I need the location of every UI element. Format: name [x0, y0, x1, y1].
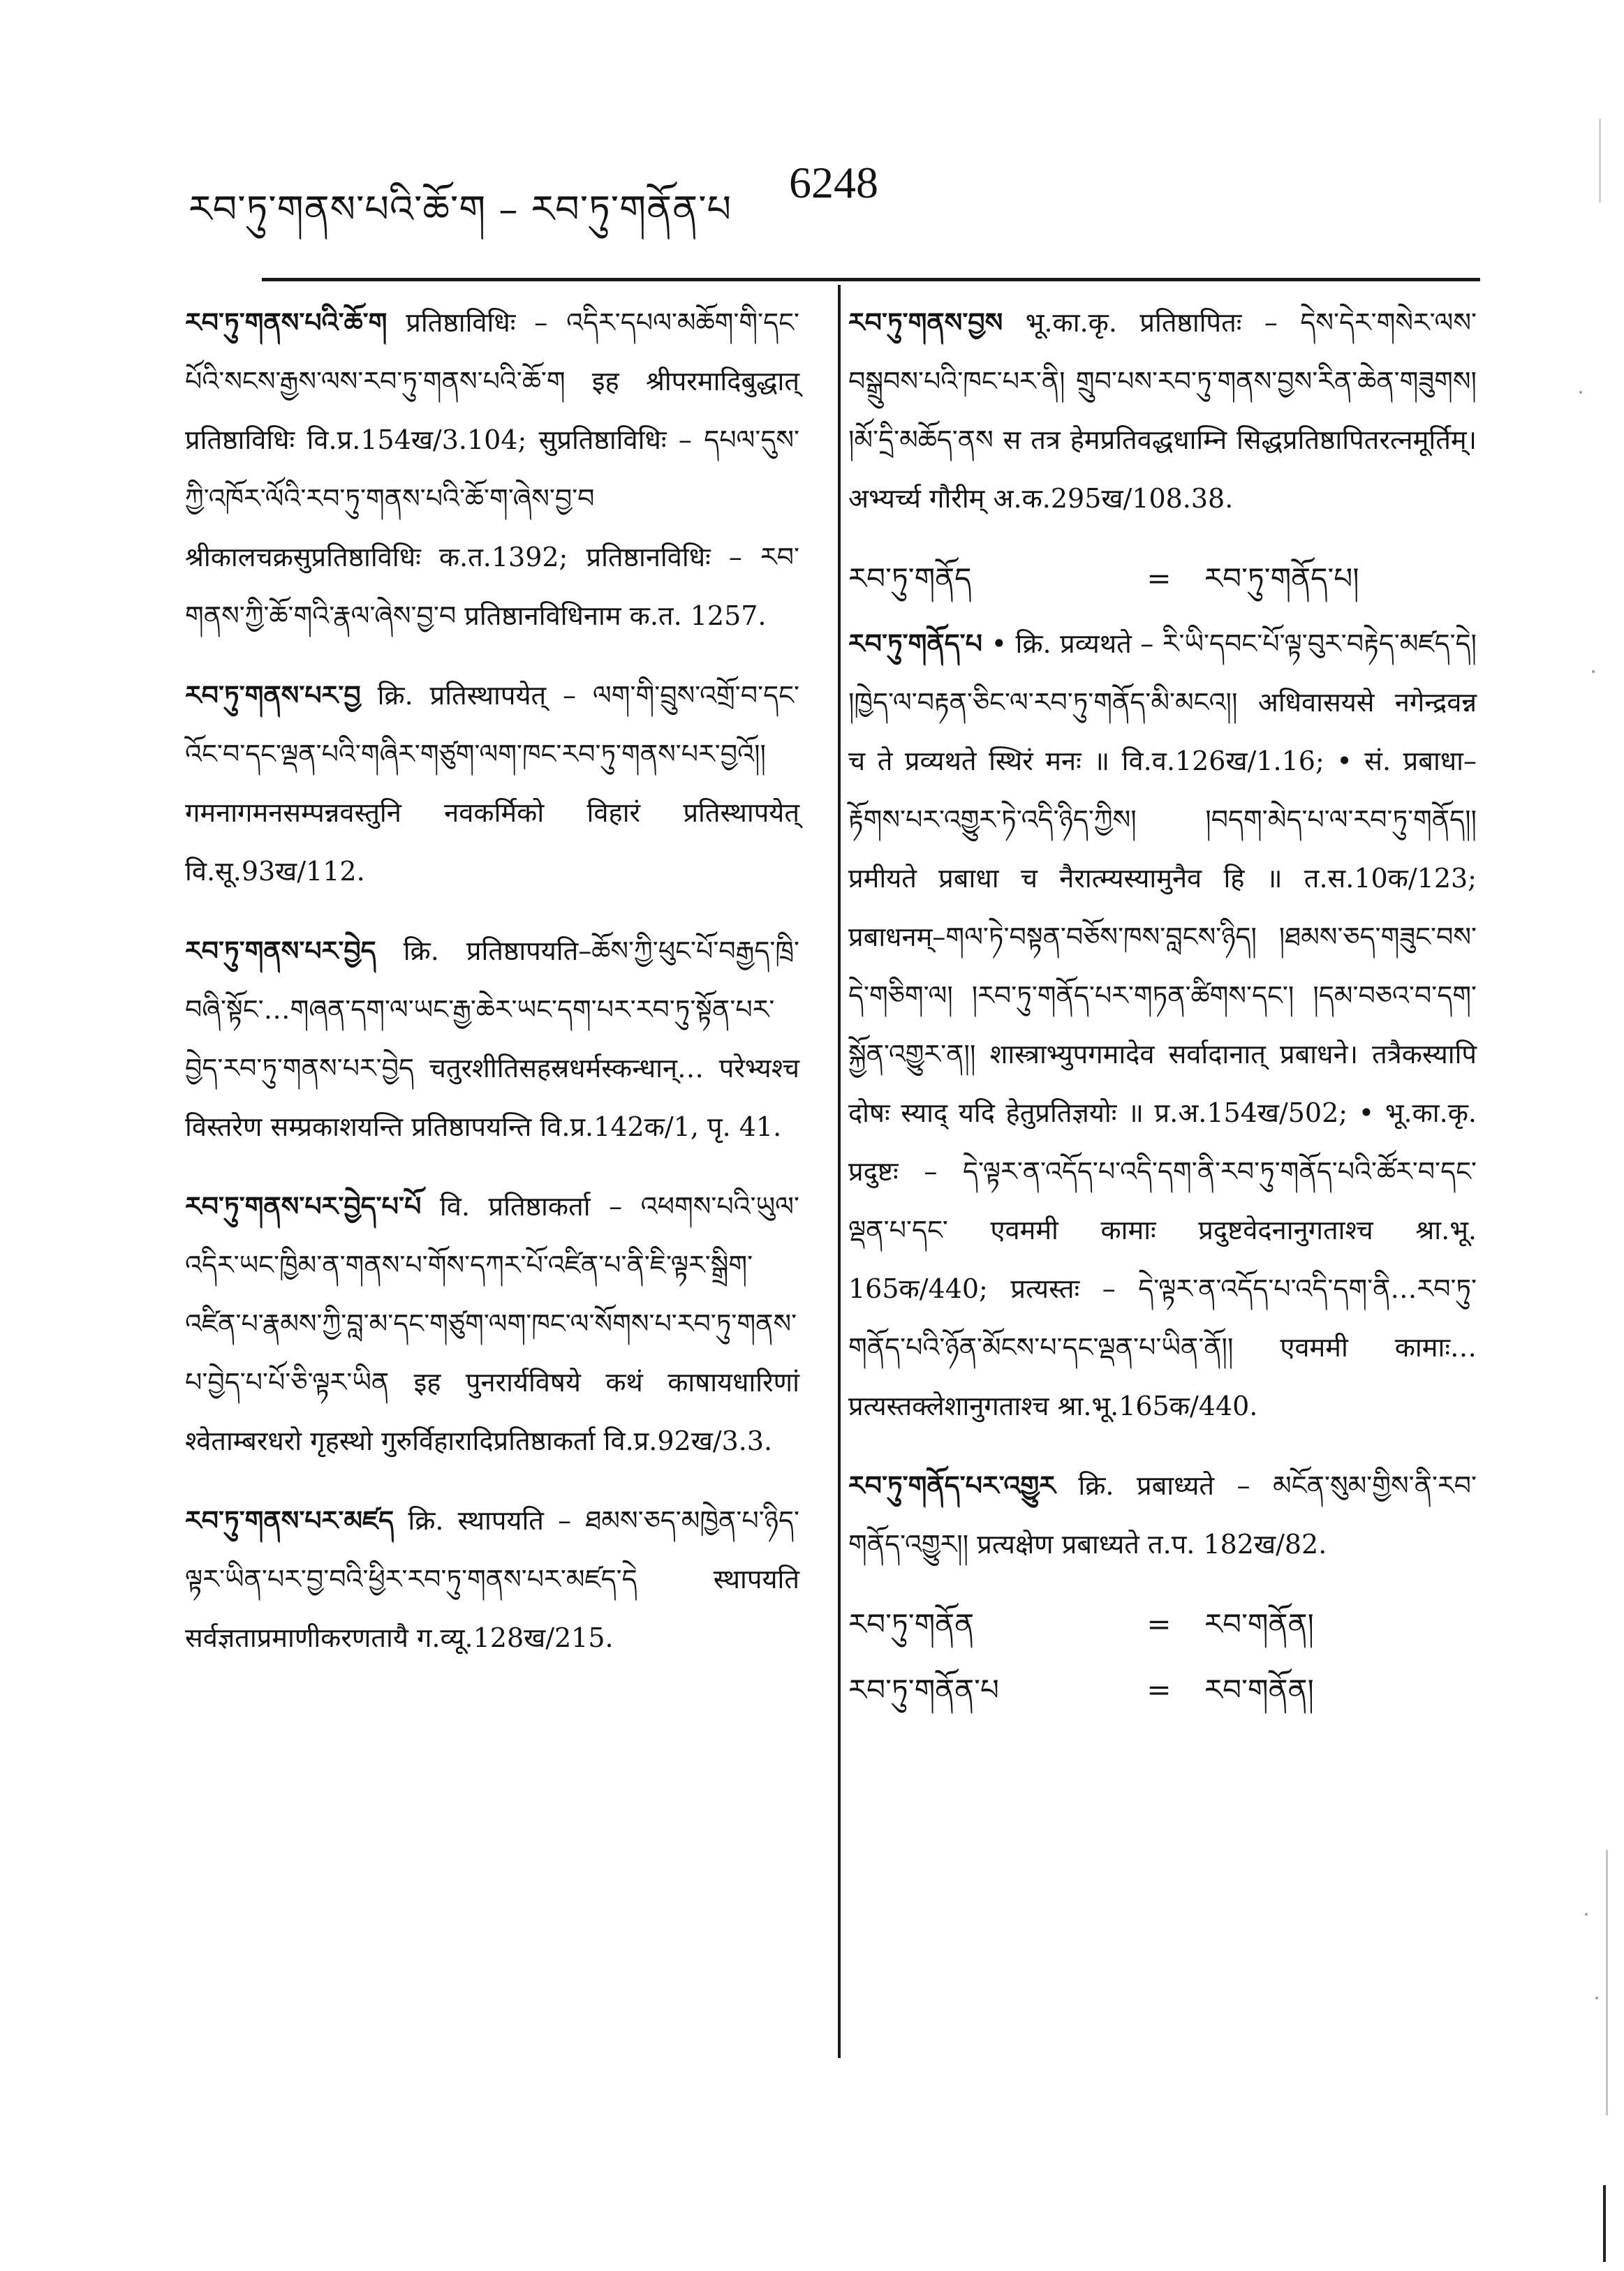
- entry-body: प्रतिष्ठाविधिः – འདིར་དཔལ་མཆོག་གི་དང་པོའི་སངས་རྒྱས་ལས་རབ་ཏུ་གནས་པའི་ཆོ་ག इह श्रीपरमादिबुद्धात् प्रतिष्ठाविधिः वि.प्र.154ख/3.104; सुप्रतिष्ठाविधिः – དཔལ་དུས་ཀྱི་འཁོར་ལོའི་རབ་ཏུ་གནས་པའི་ཆོ་ག་ཞེས་བྱ་བ श्रीकालचक्रसुप्रतिष्ठाविधिः क.त.1392; प्रतिष्ठानविधिः – རབ་གནས་ཀྱི་ཆོ་གའི་རྣལ་ཞེས་བྱ་བ प्रतिष्ठानविधिनाम क.त. 1257.: [185, 307, 799, 631]
- right-column: [848, 293, 1477, 1726]
- entry: [185, 293, 799, 645]
- entry-body: क्रि. प्रतिस्थापयेत् – ལག་གི་བྲུས་འགྲོ་བ་དང་འོང་བ་དང་ལྡན་པའི་གཞིར་གཙུག་ལག་ཁང་རབ་ཏུ་གནས་པར་བྱའོ།། गमनागमनसम्पन्नवस्तुनि नवकर्मिको विहारं प्रतिस्थापयेत् वि.सू.93ख/112.: [185, 680, 799, 887]
- page-number: 6248: [789, 158, 878, 207]
- xref-equals: =: [1146, 1607, 1172, 1641]
- xref-target: རབ་ཏུ་གནོད་པ།: [1204, 561, 1359, 596]
- entry: [185, 666, 799, 901]
- scan-speck: [1592, 670, 1595, 673]
- scan-speck: [1595, 1997, 1598, 1999]
- xref-target: རབ་གནོན།: [1204, 1607, 1314, 1641]
- entry-body: क्रि. स्थापयति – ཐམས་ཅད་མཁྱེན་པ་ཉིད་ལྟར་ཡིན་པར་བྱ་བའི་ཕྱིར་རབ་ཏུ་གནས་པར་མཛད་དེ स्थापयति सर्वज्ञताप्रमाणीकरणतायै ग.व्यू.128ख/215.: [185, 1505, 799, 1653]
- running-header: [189, 157, 1480, 234]
- entry-text: [185, 1177, 799, 1470]
- cross-reference: [848, 549, 1477, 609]
- scan-edge-mark: [1603, 2185, 1606, 2262]
- entry: [185, 1177, 799, 1470]
- entry-headword: རབ་ཏུ་གནོད་པར་འགྱུར: [848, 1470, 1056, 1501]
- xref-equals: =: [1146, 1673, 1172, 1707]
- entry-headword: རབ་ཏུ་གནོད་པ: [848, 628, 983, 659]
- entry-body: वि. प्रतिष्ठाकर्ता – འཕགས་པའི་ཡུལ་འདིར་ཡང་ཁྱིམ་ན་གནས་པ་གོས་དཀར་པོ་འཛིན་པ་ནི་ཇི་ལྟར་སྒྲིག་འཛིན་པ་རྣམས་ཀྱི་བླ་མ་དང་གཙུག་ལག་ཁང་ལ་སོགས་པ་རབ་ཏུ་གནས་པ་བྱེད་པ་པོ་ཅི་ལྟར་ཡིན इह पुनरार्यविषये कथं काषायधारिणां श्वेताम्बरधरो गृहस्थो गुरुर्विहारादिप्रतिष्ठाकर्ता वि.प्र.92ख/3.3.: [185, 1191, 799, 1456]
- entry-headword: རབ་ཏུ་གནས་པར་མཛད: [185, 1504, 394, 1536]
- xref-target: རབ་གནོན།: [1204, 1673, 1314, 1707]
- entry-headword: རབ་ཏུ་གནས་པར་བྱེད: [185, 935, 376, 966]
- xref-headword: རབ་ཏུ་གནོན་པ: [848, 1673, 999, 1707]
- cross-reference: [848, 1660, 1477, 1720]
- scan-edge-mark: [1606, 1850, 1608, 2115]
- entry-body: भू.का.कृ. प्रतिष्ठापितः – དེས་དེར་གསེར་ལས་བསྒྲུབས་པའི་ཁང་པར་ནི། གྲུབ་པས་རབ་ཏུ་གནས་བྱས་རིན་ཆེན་གཟུགས། །མོ་དྲི་མཆོད་ནས स तत्र हेमप्रतिवद्धधाम्नि सिद्धप्रतिष्ठापितरत्नमूर्तिम्। अभ्यर्च्य गौरीम् अ.क.295ख/108.38.: [848, 307, 1477, 514]
- scan-speck: [1579, 391, 1582, 394]
- header-headword-range: རབ་ཏུ་གནས་པའི་ཆོ་ག – རབ་ཏུ་གནོན་པ: [189, 187, 732, 231]
- entry: [848, 1456, 1477, 1574]
- entry-body: • क्रि. प्रव्यथते – རི་ཡི་དབང་པོ་ལྟ་བུར་བརྟེད་མཛད་དེ། །ཁྱེད་ལ་བརྟན་ཅིང་ལ་རབ་ཏུ་གནོད་མི་མངའ།། अधिवासयसे नगेन्द्रवन्न च ते प्रव्यथते स्थिरं मनः ॥ वि.व.126ख/1.16; • सं. प्रबाधा–རྟོགས་པར་འགྱུར་ཏེ་འདི་ཉིད་ཀྱིས། །བདག་མེད་པ་ལ་རབ་ཏུ་གནོད།། प्रमीयते प्रबाधा च नैरात्म्यस्यामुनैव हि ॥ त.स.10क/123; प्रबाधनम्–གལ་ཏེ་བསྟན་བཅོས་ཁས་བླངས་ཉིད། །ཐམས་ཅད་གཟུང་བས་དེ་གཅིག་ལ། །རབ་ཏུ་གནོད་པར་གཏན་ཚིགས་དང་། །དམ་བཅའ་བ་དག་སྐྱོན་འགྱུར་ན།། शास्त्राभ्युपगमादेव सर्वादानात् प्रबाधने। तत्रैकस्यापि दोषः स्याद् यदि हेतुप्रतिज्ञयोः ॥ प्र.अ.154ख/502; • भू.का.कृ. प्रदुष्टः – དེ་ལྟར་ན་འདོད་པ་འདི་དག་ནི་རབ་ཏུ་གནོད་པའི་ཚོར་བ་དང་ལྡན་པ་དང་ एवममी कामाः प्रदुष्टवेदनानुगताश्च श्रा.भू. 165क/440; प्रत्यस्तः – དེ་ལྟར་ན་འདོད་པ་འདི་དག་ནི…རབ་ཏུ་གནོད་པའི་ཉོན་མོངས་པ་དང་ལྡན་པ་ཡིན་ནོ།། एवममी कामाः… प्रत्यस्तक्लेशानुगताश्च श्रा.भू.165क/440.: [848, 628, 1477, 1421]
- entry-text: [185, 666, 799, 901]
- entry-body: क्रि. प्रबाध्यते – མངོན་སུམ་གྱིས་ནི་རབ་གནོད་འགྱུར།། प्रत्यक्षेण प्रबाध्यते त.प. 182ख/82.: [848, 1470, 1477, 1560]
- column-divider: [838, 285, 841, 2058]
- xref-equals: =: [1146, 561, 1172, 596]
- entry: [848, 614, 1477, 1435]
- entry-text: [185, 922, 799, 1156]
- entry-text: [848, 614, 1477, 1435]
- xref-headword: རབ་ཏུ་གནོད: [848, 561, 972, 596]
- cross-reference: [848, 1595, 1477, 1655]
- entry-text: [185, 1491, 799, 1667]
- xref-headword: རབ་ཏུ་གནོན: [848, 1607, 975, 1641]
- entry-headword: རབ་ཏུ་གནས་པར་བྱ: [185, 679, 361, 711]
- left-column: [185, 293, 799, 1688]
- scan-speck: [1585, 1913, 1588, 1916]
- entry: [185, 922, 799, 1156]
- entry-headword: རབ་ཏུ་གནས་བྱས: [848, 306, 1003, 338]
- entry: [185, 1491, 799, 1667]
- scan-edge-mark: [1599, 119, 1601, 202]
- entry-body: क्रि. प्रतिष्ठापयति–ཆོས་ཀྱི་ཕུང་པོ་བརྒྱད་ཁྲི་བཞི་སྟོང་…གཞན་དག་ལ་ཡང་རྒྱ་ཆེར་ཡང་དག་པར་རབ་ཏུ་སྟོན་པར་བྱེད་རབ་ཏུ་གནས་པར་བྱེད चतुरशीतिसहस्रधर्मस्कन्धान्… परेभ्यश्च विस्तरेण सम्प्रकाशयन्ति प्रतिष्ठापयन्ति वि.प्र.142क/1, पृ. 41.: [185, 935, 799, 1142]
- entry-text: [185, 293, 799, 645]
- entry: [848, 293, 1477, 528]
- entry-headword: རབ་ཏུ་གནས་པའི་ཆོ་ག: [185, 306, 387, 338]
- entry-text: [848, 1456, 1477, 1574]
- entry-headword: རབ་ཏུ་གནས་པར་བྱེད་པ་པོ: [185, 1190, 422, 1222]
- entry-text: [848, 293, 1477, 528]
- header-rule: [262, 278, 1480, 281]
